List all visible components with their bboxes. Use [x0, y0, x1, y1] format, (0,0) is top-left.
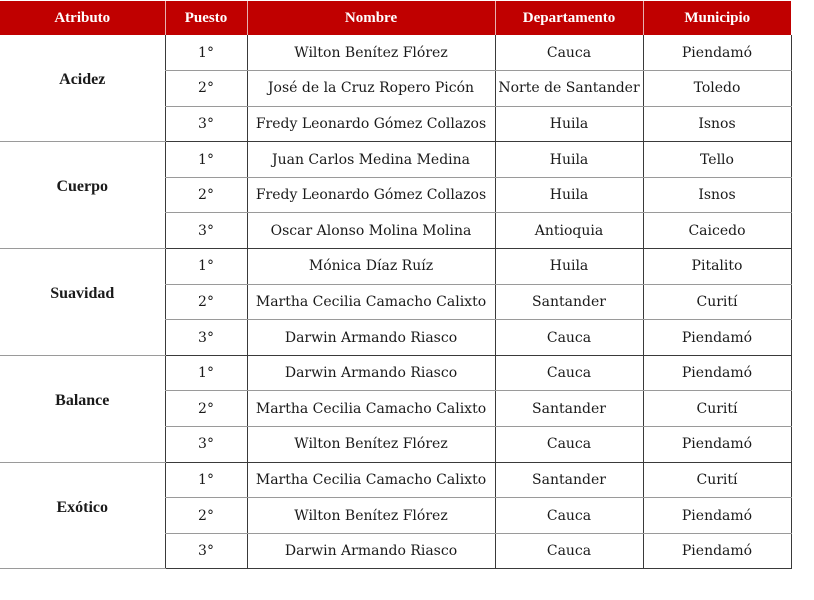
- header-place: Puesto: [165, 1, 247, 35]
- place-cell: 2°: [165, 71, 247, 107]
- municipality-cell: Piendamó: [643, 533, 791, 569]
- department-cell: Huila: [495, 106, 643, 142]
- header-municipality: Municipio: [643, 1, 791, 35]
- municipality-cell: Curití: [643, 462, 791, 498]
- department-cell: Cauca: [495, 427, 643, 463]
- attribute-cell: Acidez: [0, 35, 165, 142]
- name-cell: Juan Carlos Medina Medina: [247, 142, 495, 178]
- table-row: [0, 35, 791, 71]
- department-cell: Santander: [495, 284, 643, 320]
- department-cell: Huila: [495, 142, 643, 178]
- table-row: [0, 249, 791, 285]
- municipality-cell: Toledo: [643, 71, 791, 107]
- department-cell: Santander: [495, 462, 643, 498]
- municipality-cell: Curití: [643, 284, 791, 320]
- department-cell: Cauca: [495, 35, 643, 71]
- municipality-cell: Curití: [643, 391, 791, 427]
- municipality-cell: Isnos: [643, 177, 791, 213]
- header-department: Departamento: [495, 1, 643, 35]
- name-cell: Darwin Armando Riasco: [247, 533, 495, 569]
- table-header: [0, 1, 791, 35]
- municipality-cell: Tello: [643, 142, 791, 178]
- municipality-cell: Piendamó: [643, 427, 791, 463]
- awards-table: [0, 1, 792, 569]
- place-cell: 2°: [165, 177, 247, 213]
- municipality-cell: Pitalito: [643, 249, 791, 285]
- department-cell: Santander: [495, 391, 643, 427]
- name-cell: José de la Cruz Ropero Picón: [247, 71, 495, 107]
- header-name: Nombre: [247, 1, 495, 35]
- name-cell: Martha Cecilia Camacho Calixto: [247, 391, 495, 427]
- department-cell: Antioquia: [495, 213, 643, 249]
- place-cell: 3°: [165, 533, 247, 569]
- header-attribute: Atributo: [0, 1, 165, 35]
- place-cell: 3°: [165, 427, 247, 463]
- place-cell: 1°: [165, 462, 247, 498]
- municipality-cell: Piendamó: [643, 35, 791, 71]
- municipality-cell: Piendamó: [643, 355, 791, 391]
- municipality-cell: Isnos: [643, 106, 791, 142]
- department-cell: Cauca: [495, 533, 643, 569]
- place-cell: 1°: [165, 249, 247, 285]
- name-cell: Mónica Díaz Ruíz: [247, 249, 495, 285]
- name-cell: Martha Cecilia Camacho Calixto: [247, 284, 495, 320]
- place-cell: 3°: [165, 320, 247, 356]
- name-cell: Fredy Leonardo Gómez Collazos: [247, 106, 495, 142]
- table-row: [0, 462, 791, 498]
- name-cell: Wilton Benítez Flórez: [247, 498, 495, 534]
- name-cell: Wilton Benítez Flórez: [247, 35, 495, 71]
- name-cell: Oscar Alonso Molina Molina: [247, 213, 495, 249]
- table-row: [0, 142, 791, 178]
- table-body: [0, 35, 791, 569]
- municipality-cell: Caicedo: [643, 213, 791, 249]
- table-row: [0, 355, 791, 391]
- name-cell: Darwin Armando Riasco: [247, 355, 495, 391]
- municipality-cell: Piendamó: [643, 498, 791, 534]
- attribute-cell: Exótico: [0, 462, 165, 569]
- place-cell: 2°: [165, 284, 247, 320]
- municipality-cell: Piendamó: [643, 320, 791, 356]
- name-cell: Martha Cecilia Camacho Calixto: [247, 462, 495, 498]
- header-row: [0, 1, 791, 35]
- place-cell: 1°: [165, 355, 247, 391]
- place-cell: 2°: [165, 498, 247, 534]
- attribute-cell: Suavidad: [0, 249, 165, 356]
- department-cell: Cauca: [495, 320, 643, 356]
- place-cell: 1°: [165, 35, 247, 71]
- department-cell: Huila: [495, 177, 643, 213]
- place-cell: 1°: [165, 142, 247, 178]
- attribute-cell: Cuerpo: [0, 142, 165, 249]
- name-cell: Darwin Armando Riasco: [247, 320, 495, 356]
- name-cell: Wilton Benítez Flórez: [247, 427, 495, 463]
- attribute-cell: Balance: [0, 355, 165, 462]
- department-cell: Huila: [495, 249, 643, 285]
- name-cell: Fredy Leonardo Gómez Collazos: [247, 177, 495, 213]
- place-cell: 2°: [165, 391, 247, 427]
- place-cell: 3°: [165, 106, 247, 142]
- place-cell: 3°: [165, 213, 247, 249]
- department-cell: Norte de Santander: [495, 71, 643, 107]
- department-cell: Cauca: [495, 355, 643, 391]
- department-cell: Cauca: [495, 498, 643, 534]
